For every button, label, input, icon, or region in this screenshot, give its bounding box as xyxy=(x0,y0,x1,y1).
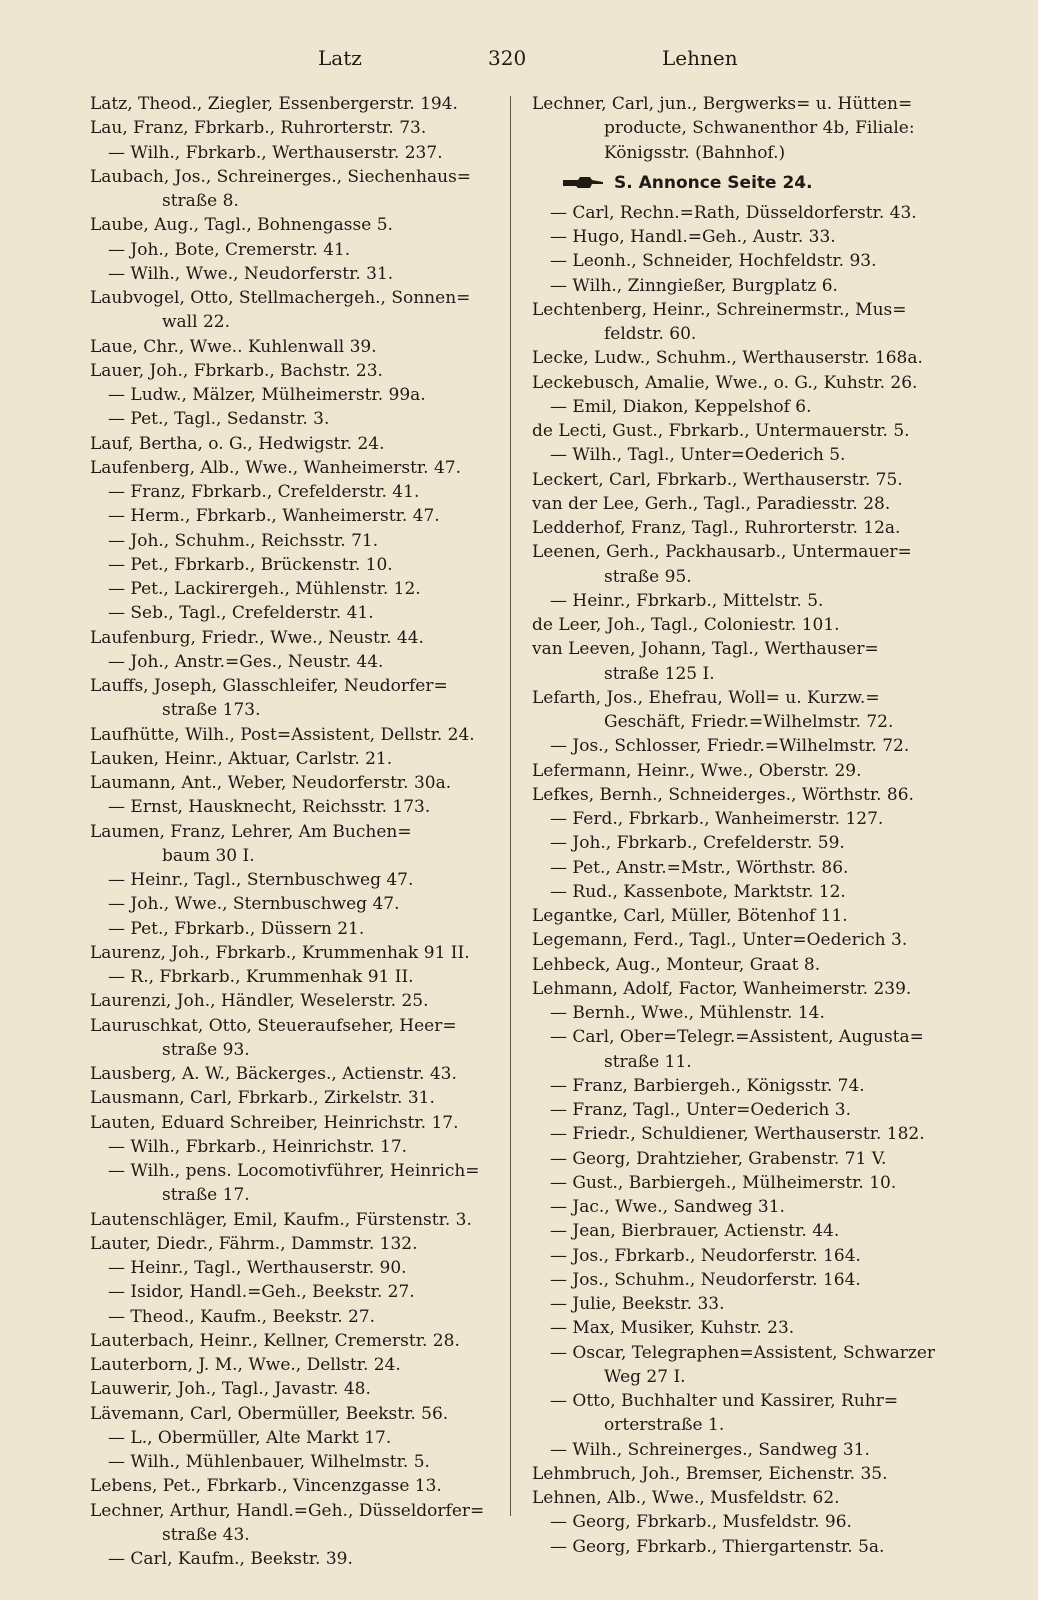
directory-entry xyxy=(90,407,508,431)
entry-text: — Emil, Diakon, Keppelshof 6. xyxy=(550,396,812,417)
entry-text: Laube, Aug., Tagl., Bohnengasse 5. xyxy=(90,215,393,236)
entry-text: Laufenberg, Alb., Wwe., Wanheimerstr. 47. xyxy=(90,457,462,478)
directory-entry xyxy=(90,1329,508,1353)
directory-entry xyxy=(90,504,508,528)
directory-entry xyxy=(532,904,962,928)
entry-text: — Theod., Kaufm., Beekstr. 27. xyxy=(108,1306,376,1327)
entry-text: Lefarth, Jos., Ehefrau, Woll= u. Kurzw.= xyxy=(532,687,880,708)
directory-entry xyxy=(532,1001,962,1025)
directory-entry xyxy=(90,626,508,650)
entry-continuation xyxy=(90,1523,508,1547)
entry-text: straße 11. xyxy=(604,1051,692,1072)
directory-entry xyxy=(90,432,508,456)
directory-entry xyxy=(90,238,508,262)
entry-continuation xyxy=(90,844,508,868)
directory-entry xyxy=(532,977,962,1001)
directory-entry xyxy=(90,141,508,165)
directory-entry xyxy=(532,783,962,807)
directory-entry xyxy=(90,262,508,286)
directory-entry xyxy=(532,249,962,273)
directory-entry xyxy=(532,395,962,419)
entry-text: Weg 27 I. xyxy=(604,1366,686,1387)
directory-entry xyxy=(532,759,962,783)
entry-text: van Leeven, Johann, Tagl., Werthauser= xyxy=(532,639,879,660)
entry-text: — Wilh., Zinngießer, Burgplatz 6. xyxy=(550,275,838,296)
directory-entry xyxy=(532,686,962,710)
entry-text: — Joh., Wwe., Sternbuschweg 47. xyxy=(108,894,400,915)
entry-text: straße 8. xyxy=(162,191,239,211)
entry-text: Lebens, Pet., Fbrkarb., Vincenzgasse 13. xyxy=(90,1476,442,1497)
entry-text: Lautenschläger, Emil, Kaufm., Fürstenstr. 3. xyxy=(90,1209,472,1230)
entry-text: Lechtenberg, Heinr., Schreinermstr., Mus= xyxy=(532,299,907,320)
header-left-keyword: Latz xyxy=(318,46,362,70)
directory-entry xyxy=(532,1219,962,1243)
entry-text: Geschäft, Friedr.=Wilhelmstr. 72. xyxy=(604,712,894,732)
entry-text: — Wilh., Mühlenbauer, Wilhelmstr. 5. xyxy=(108,1452,430,1472)
directory-entry xyxy=(90,723,508,747)
entry-text: — Isidor, Handl.=Geh., Beekstr. 27. xyxy=(108,1282,415,1303)
entry-text: — Wilh., pens. Locomotivführer, Heinrich= xyxy=(108,1161,480,1181)
entry-text: straße 95. xyxy=(604,566,692,587)
directory-entry xyxy=(90,1353,508,1377)
entry-text: Lävemann, Carl, Obermüller, Beekstr. 56. xyxy=(90,1403,449,1424)
entry-text: — Wilh., Fbrkarb., Werthauserstr. 237. xyxy=(108,142,443,163)
entry-text: — Pet., Anstr.=Mstr., Wörthstr. 86. xyxy=(550,857,849,878)
entry-text: — Georg, Drahtzieher, Grabenstr. 71 V. xyxy=(550,1148,887,1169)
entry-continuation xyxy=(90,698,508,722)
entry-continuation xyxy=(90,189,508,213)
directory-entry xyxy=(90,1402,508,1426)
directory-entry xyxy=(90,941,508,965)
directory-entry xyxy=(532,1389,962,1413)
entry-text: S. Annonce Seite 24. xyxy=(614,172,813,193)
entry-text: — Herm., Fbrkarb., Wanheimerstr. 47. xyxy=(108,506,440,527)
directory-entry xyxy=(532,1510,962,1534)
entry-text: Laue, Chr., Wwe.. Kuhlenwall 39. xyxy=(90,336,377,357)
entry-text: Laumann, Ant., Weber, Neudorferstr. 30a. xyxy=(90,773,452,793)
entry-text: — Franz, Fbrkarb., Crefelderstr. 41. xyxy=(108,482,420,502)
entry-text: — Max, Musiker, Kuhstr. 23. xyxy=(550,1318,795,1339)
entry-text: — Bernh., Wwe., Mühlenstr. 14. xyxy=(550,1003,825,1023)
entry-text: — Ludw., Mälzer, Mülheimerstr. 99a. xyxy=(108,385,426,405)
entry-text: — Wilh., Wwe., Neudorferstr. 31. xyxy=(108,263,394,284)
entry-text: Königsstr. (Bahnhof.) xyxy=(604,142,786,163)
entry-text: Laurenz, Joh., Fbrkarb., Krummenhak 91 II. xyxy=(90,942,470,963)
directory-entry xyxy=(532,928,962,952)
entry-text: — Friedr., Schuldiener, Werthauserstr. 182. xyxy=(550,1124,925,1145)
directory-entry xyxy=(532,734,962,758)
entry-text: producte, Schwanenthor 4b, Filiale: xyxy=(604,118,915,139)
directory-entry xyxy=(90,165,508,189)
entry-continuation xyxy=(532,710,962,734)
entry-text: — Franz, Barbiergeh., Königsstr. 74. xyxy=(550,1075,865,1096)
entry-text: — Joh., Bote, Cremerstr. 41. xyxy=(108,239,351,260)
page-number: 320 xyxy=(488,46,527,70)
entry-text: Lausberg, A. W., Bäckerges., Actienstr. 43. xyxy=(90,1064,457,1084)
directory-entry xyxy=(532,225,962,249)
entry-text: Laumen, Franz, Lehrer, Am Buchen= xyxy=(90,821,412,842)
entry-text: orterstraße 1. xyxy=(604,1415,725,1436)
page-header xyxy=(0,46,1038,80)
directory-entry xyxy=(532,1316,962,1340)
directory-entry xyxy=(90,1159,508,1183)
directory-entry xyxy=(90,1474,508,1498)
directory-entry xyxy=(90,359,508,383)
entry-text: Leckert, Carl, Fbrkarb., Werthauserstr. 75. xyxy=(532,469,903,490)
entry-text: — Wilh., Tagl., Unter=Oederich 5. xyxy=(550,445,846,466)
directory-entry xyxy=(532,468,962,492)
directory-entry xyxy=(90,1135,508,1159)
entry-text: Laubvogel, Otto, Stellmachergeh., Sonnen= xyxy=(90,288,471,308)
entry-text: Lefermann, Heinr., Wwe., Oberstr. 29. xyxy=(532,760,862,781)
entry-text: Leckebusch, Amalie, Wwe., o. G., Kuhstr. 26. xyxy=(532,372,918,393)
directory-entry xyxy=(532,92,962,116)
entry-text: — Georg, Fbrkarb., Thiergartenstr. 5a. xyxy=(550,1536,885,1557)
entry-text: — Pet., Fbrkarb., Brückenstr. 10. xyxy=(108,554,393,575)
entry-text: Legantke, Carl, Müller, Bötenhof 11. xyxy=(532,906,848,926)
entry-text: Lehmann, Adolf, Factor, Wanheimerstr. 239. xyxy=(532,978,912,999)
directory-entry xyxy=(532,1535,962,1559)
entry-text: — Heinr., Tagl., Werthauserstr. 90. xyxy=(108,1258,407,1278)
directory-entry xyxy=(532,1147,962,1171)
entry-text: straße 43. xyxy=(162,1524,250,1545)
entry-text: Lehmbruch, Joh., Bremser, Eichenstr. 35. xyxy=(532,1463,888,1484)
directory-entry xyxy=(90,286,508,310)
entry-text: — Joh., Schuhm., Reichsstr. 71. xyxy=(108,530,379,551)
directory-entry xyxy=(90,92,508,116)
directory-entry xyxy=(90,1086,508,1110)
entry-text: — Julie, Beekstr. 33. xyxy=(550,1294,725,1314)
directory-entry xyxy=(532,831,962,855)
directory-entry xyxy=(90,1111,508,1135)
entry-text: — Seb., Tagl., Crefelderstr. 41. xyxy=(108,603,374,624)
entry-text: Lefkes, Bernh., Schneiderges., Wörthstr. 86. xyxy=(532,784,914,805)
directory-entry xyxy=(532,1098,962,1122)
entry-text: Lauter, Diedr., Fährm., Dammstr. 132. xyxy=(90,1233,418,1254)
entry-text: — Jac., Wwe., Sandweg 31. xyxy=(550,1197,785,1217)
left-column xyxy=(90,92,508,1571)
directory-entry xyxy=(90,868,508,892)
directory-entry xyxy=(532,589,962,613)
entry-text: Lauten, Eduard Schreiber, Heinrichstr. 17. xyxy=(90,1112,459,1133)
directory-entry xyxy=(90,480,508,504)
header-right-keyword: Lehnen xyxy=(662,46,738,70)
entry-text: baum 30 I. xyxy=(162,845,255,866)
directory-entry xyxy=(90,674,508,698)
directory-entry xyxy=(532,1292,962,1316)
entry-text: — Wilh., Schreinerges., Sandweg 31. xyxy=(550,1439,870,1460)
entry-text: Lauterborn, J. M., Wwe., Dellstr. 24. xyxy=(90,1355,401,1375)
directory-entry xyxy=(532,1462,962,1486)
directory-entry xyxy=(90,1377,508,1401)
entry-continuation xyxy=(532,1050,962,1074)
directory-entry xyxy=(90,1280,508,1304)
directory-entry xyxy=(90,116,508,140)
entry-text: straße 17. xyxy=(162,1185,250,1206)
entry-text: straße 173. xyxy=(162,700,261,721)
entry-text: — Otto, Buchhalter und Kassirer, Ruhr= xyxy=(550,1391,899,1411)
directory-entry xyxy=(90,965,508,989)
entry-text: Laurenzi, Joh., Händler, Weselerstr. 25. xyxy=(90,991,429,1012)
entry-text: Lechner, Carl, jun., Bergwerks= u. Hütten= xyxy=(532,94,913,114)
entry-text: feldstr. 60. xyxy=(604,324,697,344)
entry-text: de Leer, Joh., Tagl., Coloniestr. 101. xyxy=(532,615,840,635)
directory-entry xyxy=(90,213,508,237)
entry-text: wall 22. xyxy=(162,312,230,333)
entry-text: Laufenburg, Friedr., Wwe., Neustr. 44. xyxy=(90,627,424,648)
directory-entry xyxy=(90,917,508,941)
directory-entry xyxy=(532,1438,962,1462)
entry-text: straße 93. xyxy=(162,1039,250,1060)
directory-entry xyxy=(532,298,962,322)
entry-text: — Gust., Barbiergeh., Mülheimerstr. 10. xyxy=(550,1172,897,1193)
directory-entry xyxy=(90,1208,508,1232)
entry-text: — Leonh., Schneider, Hochfeldstr. 93. xyxy=(550,251,877,272)
entry-text: Lauterbach, Heinr., Kellner, Cremerstr. 28. xyxy=(90,1330,460,1351)
directory-entry xyxy=(90,1232,508,1256)
directory-entry xyxy=(532,201,962,225)
directory-entry xyxy=(532,346,962,370)
directory-entry xyxy=(532,1244,962,1268)
directory-entry xyxy=(90,1547,508,1571)
directory-entry xyxy=(532,540,962,564)
entry-text: — Rud., Kassenbote, Marktstr. 12. xyxy=(550,881,846,902)
entry-text: — Pet., Fbrkarb., Düssern 21. xyxy=(108,918,365,939)
entry-text: — Carl, Rechn.=Rath, Düsseldorferstr. 43. xyxy=(550,202,917,223)
right-column xyxy=(532,92,962,1559)
entry-text: Lau, Franz, Fbrkarb., Ruhrorterstr. 73. xyxy=(90,118,427,139)
advertisement-notice xyxy=(532,165,962,201)
entry-continuation xyxy=(532,662,962,686)
entry-continuation xyxy=(90,1038,508,1062)
entry-continuation xyxy=(532,1413,962,1437)
directory-entry xyxy=(532,637,962,661)
entry-text: Legemann, Ferd., Tagl., Unter=Oederich 3. xyxy=(532,930,908,951)
entry-text: Leenen, Gerh., Packhausarb., Untermauer= xyxy=(532,542,912,563)
directory-entry xyxy=(532,856,962,880)
directory-entry xyxy=(90,771,508,795)
entry-text: — Carl, Ober=Telegr.=Assistent, Augusta= xyxy=(550,1027,924,1048)
entry-text: — Heinr., Fbrkarb., Mittelstr. 5. xyxy=(550,590,824,611)
entry-continuation xyxy=(532,141,962,165)
directory-entry xyxy=(532,1171,962,1195)
directory-entry xyxy=(90,892,508,916)
entry-text: — Heinr., Tagl., Sternbuschweg 47. xyxy=(108,870,414,890)
entry-text: — Joh., Anstr.=Ges., Neustr. 44. xyxy=(108,651,384,672)
entry-text: Lecke, Ludw., Schuhm., Werthauserstr. 168a. xyxy=(532,348,923,369)
directory-entry xyxy=(90,577,508,601)
entry-text: — Jean, Bierbrauer, Actienstr. 44. xyxy=(550,1221,840,1242)
directory-entry xyxy=(90,989,508,1013)
entry-text: — Oscar, Telegraphen=Assistent, Schwarzer xyxy=(550,1342,936,1363)
entry-text: van der Lee, Gerh., Tagl., Paradiesstr. 28. xyxy=(532,493,891,514)
entry-continuation xyxy=(532,1365,962,1389)
entry-text: Lauken, Heinr., Aktuar, Carlstr. 21. xyxy=(90,748,393,769)
entry-text: Lauer, Joh., Fbrkarb., Bachstr. 23. xyxy=(90,360,383,381)
entry-text: de Lecti, Gust., Fbrkarb., Untermauerstr. 5. xyxy=(532,421,910,441)
entry-text: Lauffs, Joseph, Glasschleifer, Neudorfer= xyxy=(90,676,448,696)
entry-text: Lauruschkat, Otto, Steueraufseher, Heer= xyxy=(90,1015,457,1036)
directory-entry xyxy=(90,1499,508,1523)
directory-entry xyxy=(90,383,508,407)
entry-text: Lauwerir, Joh., Tagl., Javastr. 48. xyxy=(90,1379,371,1400)
entry-continuation xyxy=(532,565,962,589)
entry-text: Lauf, Bertha, o. G., Hedwigstr. 24. xyxy=(90,433,385,454)
directory-entry xyxy=(532,1486,962,1510)
directory-entry xyxy=(532,1268,962,1292)
entry-text: — Franz, Tagl., Unter=Oederich 3. xyxy=(550,1100,851,1120)
entry-text: — Hugo, Handl.=Geh., Austr. 33. xyxy=(550,227,836,247)
entry-continuation xyxy=(532,322,962,346)
directory-entry xyxy=(532,1341,962,1365)
entry-text: — Wilh., Fbrkarb., Heinrichstr. 17. xyxy=(108,1136,408,1157)
directory-entry xyxy=(532,274,962,298)
entry-text: — Ernst, Hausknecht, Reichsstr. 173. xyxy=(108,797,431,818)
entry-text: Lehnen, Alb., Wwe., Musfeldstr. 62. xyxy=(532,1488,840,1508)
directory-entry xyxy=(532,443,962,467)
directory-entry xyxy=(90,456,508,480)
entry-text: Lechner, Arthur, Handl.=Geh., Düsseldorfer= xyxy=(90,1500,485,1521)
directory-entry xyxy=(532,1122,962,1146)
pointing-hand-icon xyxy=(562,175,604,191)
entry-text: — Jos., Schlosser, Friedr.=Wilhelmstr. 72. xyxy=(550,736,910,757)
directory-entry xyxy=(90,553,508,577)
entry-continuation xyxy=(532,116,962,140)
directory-entry xyxy=(532,371,962,395)
directory-entry xyxy=(532,807,962,831)
directory-entry xyxy=(90,601,508,625)
entry-text: Laubach, Jos., Schreinerges., Siechenhaus= xyxy=(90,166,472,187)
directory-entry xyxy=(90,650,508,674)
column-divider xyxy=(510,96,511,1516)
directory-entry xyxy=(532,613,962,637)
directory-entry xyxy=(532,880,962,904)
entry-continuation xyxy=(90,310,508,334)
directory-entry xyxy=(532,953,962,977)
entry-text: Lehbeck, Aug., Monteur, Graat 8. xyxy=(532,954,821,975)
entry-text: Latz, Theod., Ziegler, Essenbergerstr. 194. xyxy=(90,94,458,114)
directory-entry xyxy=(90,747,508,771)
entry-text: — Georg, Fbrkarb., Musfeldstr. 96. xyxy=(550,1512,852,1533)
directory-entry xyxy=(90,1062,508,1086)
directory-entry xyxy=(90,529,508,553)
directory-entry xyxy=(532,1025,962,1049)
directory-entry xyxy=(532,1195,962,1219)
directory-entry xyxy=(90,1426,508,1450)
directory-entry xyxy=(90,1256,508,1280)
directory-entry xyxy=(532,419,962,443)
directory-entry xyxy=(90,335,508,359)
entry-text: — R., Fbrkarb., Krummenhak 91 II. xyxy=(108,967,414,987)
entry-text: — L., Obermüller, Alte Markt 17. xyxy=(108,1427,392,1448)
entry-text: — Pet., Tagl., Sedanstr. 3. xyxy=(108,409,330,430)
entry-continuation xyxy=(90,1183,508,1207)
directory-entry xyxy=(532,516,962,540)
directory-entry xyxy=(90,1305,508,1329)
entry-text: — Jos., Schuhm., Neudorferstr. 164. xyxy=(550,1269,861,1290)
entry-text: — Ferd., Fbrkarb., Wanheimerstr. 127. xyxy=(550,809,884,829)
directory-entry xyxy=(532,1074,962,1098)
entry-text: Ledderhof, Franz, Tagl., Ruhrorterstr. 12a. xyxy=(532,518,901,538)
entry-text: — Joh., Fbrkarb., Crefelderstr. 59. xyxy=(550,833,845,854)
directory-entry xyxy=(532,492,962,516)
directory-entry xyxy=(90,1450,508,1474)
entry-text: — Carl, Kaufm., Beekstr. 39. xyxy=(108,1549,353,1569)
directory-entry xyxy=(90,1014,508,1038)
entry-text: — Jos., Fbrkarb., Neudorferstr. 164. xyxy=(550,1245,861,1266)
directory-entry xyxy=(90,795,508,819)
entry-text: Lausmann, Carl, Fbrkarb., Zirkelstr. 31. xyxy=(90,1088,435,1109)
entry-text: — Pet., Lackirergeh., Mühlenstr. 12. xyxy=(108,579,421,599)
directory-entry xyxy=(90,820,508,844)
entry-text: straße 125 I. xyxy=(604,663,715,684)
entry-text: Laufhütte, Wilh., Post=Assistent, Dellstr. 24. xyxy=(90,724,475,745)
